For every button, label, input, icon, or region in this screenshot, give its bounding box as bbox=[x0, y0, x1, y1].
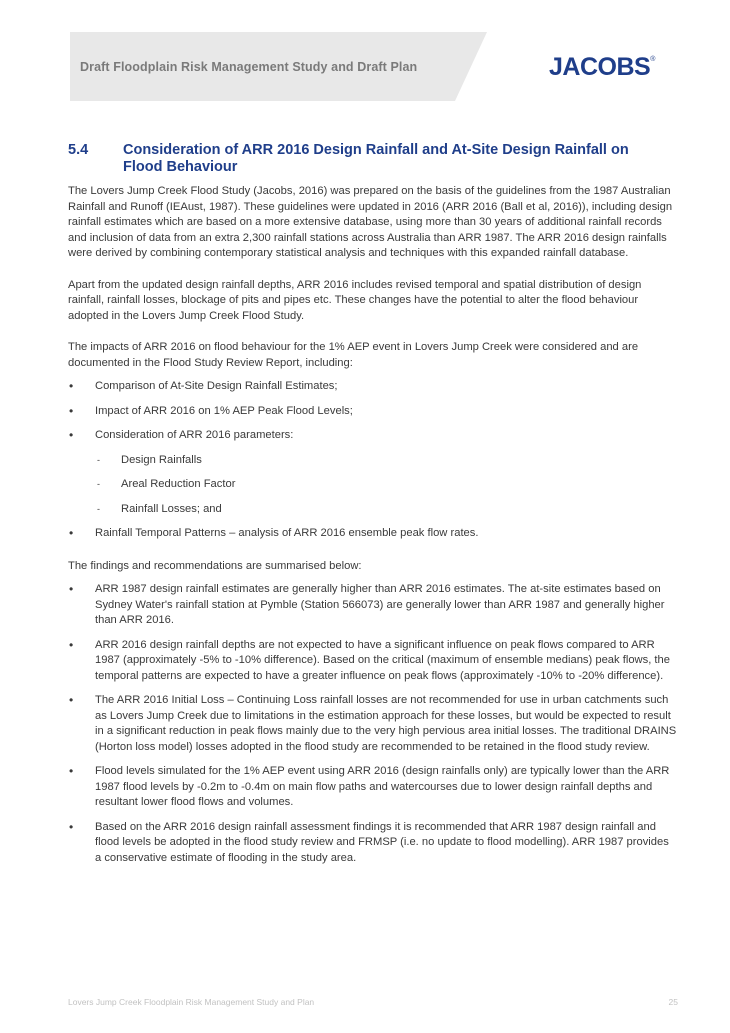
list-item: • Flood levels simulated for the 1% AEP event using ARR 2016 (design rainfalls only) are typically lower than the ARR 1987 flood levels by -0.2m to -0.4m on main flow paths and watercourses due to lower design rainfall depths and resultant lower flood flows and volumes. bbox=[68, 764, 678, 811]
page-footer bbox=[68, 997, 678, 1007]
list-item: • Impact of ARR 2016 on 1% AEP Peak Flood Levels; bbox=[68, 404, 678, 420]
sub-list-item: - Rainfall Losses; and bbox=[68, 502, 678, 518]
list-item: • Comparison of At-Site Design Rainfall Estimates; bbox=[68, 379, 678, 395]
list-item: • ARR 1987 design rainfall estimates are generally higher than ARR 2016 estimates. The at-site estimates based on Sydney Water's rainfall station at Pymble (Station 566073) are generally lower than ARR 1987 and generally higher than ARR 2016. bbox=[68, 582, 678, 629]
jacobs-logo bbox=[549, 53, 655, 82]
paragraph-updates: Apart from the updated design rainfall depths, ARR 2016 includes revised temporal and spatial distribution of design rainfall, rainfall losses, blockage of pits and pipes etc. These changes have the potential to alter the flood behaviour adopted in the Lovers Jump Creek Flood Study. bbox=[68, 278, 642, 322]
list-item: • Rainfall Temporal Patterns – analysis of ARR 2016 ensemble peak flow rates. bbox=[68, 526, 678, 542]
body-content bbox=[68, 184, 678, 875]
section-title: Consideration of ARR 2016 Design Rainfall and At-Site Design Rainfall on Flood Behaviour bbox=[123, 142, 629, 175]
sub-list-item: - Design Rainfalls bbox=[68, 453, 678, 469]
paragraph-intro: The Lovers Jump Creek Flood Study (Jacobs, 2016) was prepared on the basis of the guidelines from the 1987 Australian Rainfall and Runoff (IEAust, 1987). These guidelines were updated in 2016 (ARR 2016 (Ball et al, 2016)), including design rainfall estimates which are based on a more extensive database, using more than 30 years of additional rainfall records and inclusion of data from an extra 2,300 rainfall stations across Australia than ARR 1987. The ARR 2016 design rainfalls were derived by combining contemporary statistical analysis and techniques with this expanded rainfall database. bbox=[68, 185, 673, 259]
section-heading bbox=[68, 142, 668, 176]
list-item: • Consideration of ARR 2016 parameters: bbox=[68, 428, 678, 444]
document-title: Draft Floodplain Risk Management Study and Draft Plan bbox=[80, 60, 418, 74]
list-item: • ARR 2016 design rainfall depths are not expected to have a significant influence on peak flows compared to ARR 1987 (approximately -5% to -10% difference). Based on the critical (maximum of ensemble medians) peak flows, the temporal patterns are expected to have a greater influence on peak flows (approximately -10% to -20% difference). bbox=[68, 638, 678, 685]
footer-text: Lovers Jump Creek Floodplain Risk Management Study and Plan bbox=[68, 997, 315, 1007]
impacts-list bbox=[68, 379, 678, 542]
findings-list bbox=[68, 582, 678, 866]
paragraph-impacts: The impacts of ARR 2016 on flood behaviour for the 1% AEP event in Lovers Jump Creek were considered and are documented in the Flood Study Review Report, including: bbox=[68, 341, 639, 369]
section-header bbox=[68, 142, 668, 176]
page-number: 25 bbox=[668, 997, 678, 1007]
list-item: • The ARR 2016 Initial Loss – Continuing Loss rainfall losses are not recommended for use in urban catchments such as Lovers Jump Creek due to limitations in the estimation approach for these losses, but would be expected to result in a significant reduction in peak flows mainly due to the very high pervious area initial losses. The traditional DRAINS (Horton loss model) losses adopted in the flood study are recommended to be retained in the flood study review. bbox=[68, 693, 678, 755]
logo-registered-mark: ® bbox=[650, 56, 655, 63]
paragraph-findings: The findings and recommendations are summarised below: bbox=[68, 559, 362, 572]
list-item: • Based on the ARR 2016 design rainfall assessment findings it is recommended that ARR 1987 design rainfall and flood levels be adopted in the flood study review and FRMSP (i.e. no update to flood modelling). ARR 1987 provides a conservative estimate of flooding in the study area. bbox=[68, 820, 678, 867]
logo-text: JACOBS bbox=[549, 53, 651, 81]
section-number: 5.4 bbox=[68, 142, 89, 158]
sub-list-item: - Areal Reduction Factor bbox=[68, 477, 678, 493]
